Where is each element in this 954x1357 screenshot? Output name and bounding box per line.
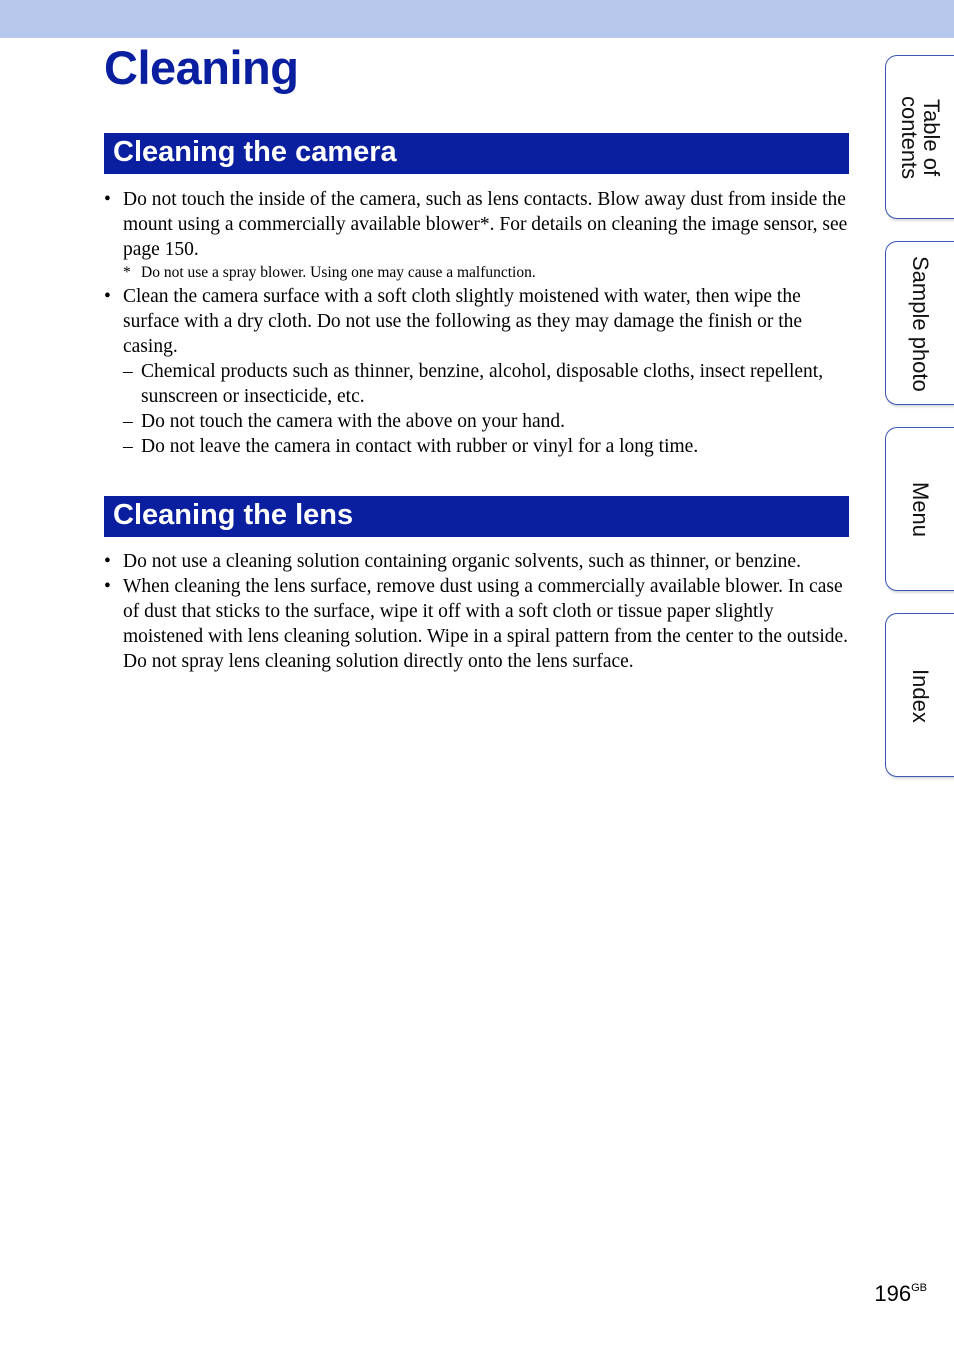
dash-mark: – <box>123 361 133 382</box>
sub-list-item <box>104 434 854 459</box>
sub-list-item-text: Do not leave the camera in contact with rubber or vinyl for a long time. <box>141 436 699 457</box>
bullet-mark: • <box>104 576 111 597</box>
section-heading-camera: Cleaning the camera <box>104 133 849 174</box>
page-title: Cleaning <box>104 41 299 94</box>
list-item <box>104 187 854 262</box>
list-item-text: When cleaning the lens surface, remove dust using a commercially available blower. In case of dust that sticks to the surface, wipe it off with a soft cloth or tissue paper slightly moistened with lens cleaning solution. Wipe in a spiral pattern from the center to the outside. Do not spray lens cleaning solution directly onto the lens surface. <box>123 576 849 672</box>
sub-list-item-text: Chemical products such as thinner, benzine, alcohol, disposable cloths, insect repellent, sunscreen or insecticide, etc. <box>141 361 824 407</box>
sub-list-item <box>104 409 854 434</box>
bullet-mark: • <box>104 189 111 210</box>
section-heading-lens: Cleaning the lens <box>104 496 849 537</box>
tab-table-of-contents[interactable] <box>885 55 954 219</box>
sub-list-item-text: Do not touch the camera with the above on your hand. <box>141 411 566 432</box>
list-item <box>104 549 854 574</box>
list-item <box>104 284 854 359</box>
page-number-value: 196 <box>874 1281 912 1306</box>
tab-menu[interactable] <box>885 427 954 591</box>
page-number-suffix: GB <box>911 1282 927 1294</box>
bullet-mark: • <box>104 286 111 307</box>
tab-index[interactable] <box>885 613 954 777</box>
tab-label: Index <box>908 669 933 723</box>
section-body-lens <box>104 549 854 674</box>
tab-label: Sample photo <box>908 256 933 392</box>
tab-label: Menu <box>908 482 933 538</box>
footnote <box>104 262 854 284</box>
bullet-mark: • <box>104 551 111 572</box>
footnote-mark: * <box>123 264 131 281</box>
tab-sample-photo[interactable] <box>885 241 954 405</box>
list-item-text: Do not touch the inside of the camera, such as lens contacts. Blow away dust from inside the mount using a commercially available blower*. For details on cleaning the image sensor, see page 150. <box>123 189 848 260</box>
page-number <box>874 1281 927 1307</box>
dash-mark: – <box>123 411 133 432</box>
list-item-text: Do not use a cleaning solution containing organic solvents, such as thinner, or benzine. <box>123 551 801 572</box>
section-body-camera <box>104 187 854 459</box>
dash-mark: – <box>123 436 133 457</box>
tab-label: Table of contents <box>897 96 944 180</box>
list-item-text: Clean the camera surface with a soft cloth slightly moistened with water, then wipe the surface with a dry cloth. Do not use the following as they may damage the finish or the casing. <box>123 286 803 357</box>
list-item <box>104 574 854 674</box>
sub-list-item <box>104 359 854 409</box>
footnote-text: Do not use a spray blower. Using one may cause a malfunction. <box>141 264 536 281</box>
top-band <box>0 0 954 38</box>
